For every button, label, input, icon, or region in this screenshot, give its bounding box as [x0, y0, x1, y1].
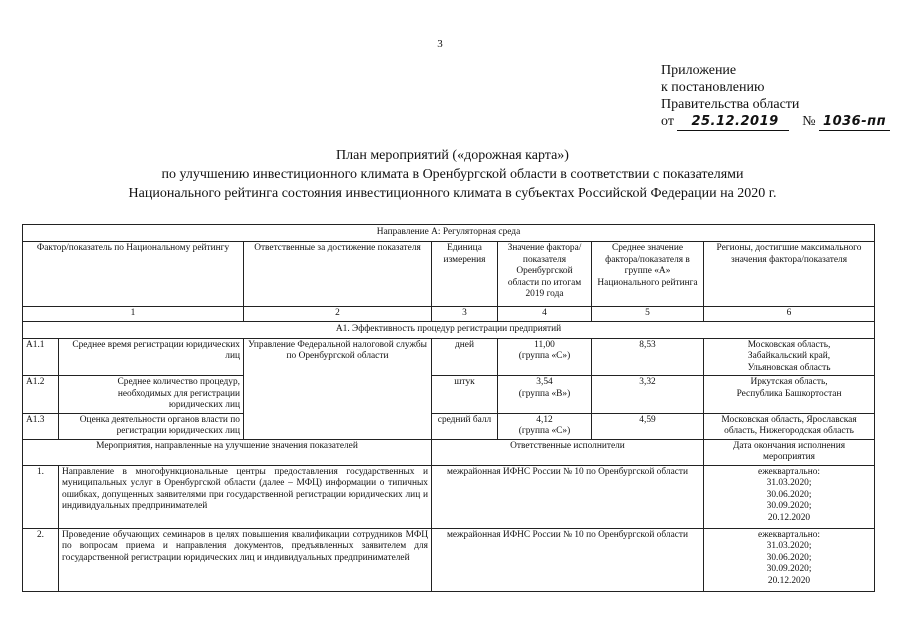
value-number: 4,12 — [536, 414, 553, 425]
header-measures: Мероприятия, направленные на улучшение значения показателей — [23, 439, 432, 465]
region-line: Московская область, — [747, 339, 831, 350]
row-average: 8,53 — [592, 338, 704, 376]
measure-number: 2. — [23, 528, 59, 591]
page-number: 3 — [437, 38, 443, 50]
region-line: Республика Башкортостан — [736, 388, 842, 399]
row-factor: Оценка деятельности органов власти по регистрации юридических лиц — [59, 413, 244, 439]
measure-deadline — [704, 465, 875, 528]
header-factor: Фактор/показатель по Национальному рейтингу — [23, 242, 244, 307]
header-executors: Ответственные исполнители — [432, 439, 704, 465]
row-code: А1.1 — [23, 338, 59, 376]
appendix-line-1: Приложение — [661, 63, 737, 78]
measure-executor: межрайонная ИФНС России № 10 по Оренбургской области — [432, 528, 704, 591]
value-number: 11,00 — [534, 339, 555, 350]
title-line-3: Национального рейтинга состояния инвестиционного климата в субъектах Российской Федерации на 2020 г. — [128, 186, 777, 201]
measure-number: 1. — [23, 465, 59, 528]
number-prefix: № — [802, 114, 816, 129]
row-regions — [704, 376, 875, 414]
column-number: 2 — [244, 307, 432, 322]
deadline-line: 30.09.2020; — [766, 501, 812, 511]
handwritten-number: 1036-пп — [819, 113, 890, 131]
appendix-line-2: к постановлению — [661, 80, 765, 95]
title-line-2: по улучшению инвестиционного климата в Оренбургской области в соответствии с показателями — [161, 167, 744, 182]
column-number: 1 — [23, 307, 244, 322]
header-value: Значение фактора/показателя Оренбургской области по итогам 2019 года — [498, 242, 592, 307]
handwritten-date: 25.12.2019 — [677, 113, 788, 131]
header-regions: Регионы, достигшие максимального значения фактора/показателя — [704, 242, 875, 307]
deadline-line: 30.06.2020; — [766, 552, 812, 563]
column-number: 4 — [498, 307, 592, 322]
direction-heading: Направление А: Регуляторная среда — [23, 225, 875, 242]
deadline-line: 20.12.2020 — [767, 575, 811, 586]
row-value — [498, 413, 592, 439]
measure-row — [23, 528, 875, 591]
row-code: А1.3 — [23, 413, 59, 439]
deadline-line: 30.09.2020; — [766, 564, 812, 574]
table-row — [23, 413, 875, 439]
title-line-1: План мероприятий («дорожная карта») — [336, 148, 569, 163]
row-regions — [704, 413, 875, 439]
document-title — [0, 146, 905, 203]
deadline-line: ежеквартально: — [758, 466, 821, 477]
value-number: 3,54 — [536, 377, 553, 387]
region-line: Московская область, Ярославская — [721, 414, 857, 425]
measure-text: Проведение обучающих семинаров в целях повышения квалификации сотрудников МФЦ по вопросам приема и направления документов, предъявленных заявителем для государственной регистрации юридических лиц и индивидуальных предпринимателей — [59, 528, 432, 591]
region-line: Иркутская область, — [750, 377, 828, 387]
date-prefix: от — [661, 114, 674, 129]
deadline-line: ежеквартально: — [758, 529, 821, 540]
row-value — [498, 376, 592, 414]
column-number: 3 — [432, 307, 498, 322]
deadline-line: 30.06.2020; — [766, 489, 812, 500]
value-group: (группа «С») — [518, 351, 571, 361]
row-factor: Среднее время регистрации юридических лиц — [59, 338, 244, 376]
value-group: (группа «С») — [518, 426, 571, 436]
plan-table — [22, 224, 875, 592]
appendix-block — [661, 62, 890, 131]
measure-deadline — [704, 528, 875, 591]
measure-row — [23, 465, 875, 528]
deadline-line: 31.03.2020; — [766, 541, 812, 551]
row-unit: штук — [432, 376, 498, 414]
deadline-line: 31.03.2020; — [766, 478, 812, 488]
region-line: область, Нижегородская область — [724, 426, 854, 436]
header-deadline: Дата окончания исполнения мероприятия — [704, 439, 875, 465]
header-unit: Единица измерения — [432, 242, 498, 307]
row-value — [498, 338, 592, 376]
row-responsible: Управление Федеральной налоговой службы по Оренбургской области — [244, 338, 432, 439]
column-number: 6 — [704, 307, 875, 322]
column-number: 5 — [592, 307, 704, 322]
table-row — [23, 338, 875, 376]
table-row — [23, 376, 875, 414]
value-group: (группа «В») — [518, 388, 571, 399]
region-line: Забайкальский край, — [747, 351, 831, 361]
appendix-line-3: Правительства области — [661, 97, 800, 112]
header-responsible: Ответственные за достижение показателя — [244, 242, 432, 307]
row-unit: дней — [432, 338, 498, 376]
measure-text: Направление в многофункциональные центры предоставления государственных и муниципальных услуг в Оренбургской области (далее – МФЦ) информации о типичных ошибках, допущенных заявителями при государственной регистрации юридических лиц и индивидуальных предпринимателей — [59, 465, 432, 528]
row-average: 4,59 — [592, 413, 704, 439]
row-factor: Среднее количество процедур, необходимых для регистрации юридических лиц — [59, 376, 244, 414]
deadline-line: 20.12.2020 — [767, 512, 811, 523]
header-average: Среднее значение фактора/показателя в группе «А» Национального рейтинга — [592, 242, 704, 307]
row-unit: средний балл — [432, 413, 498, 439]
row-average: 3,32 — [592, 376, 704, 414]
row-regions — [704, 338, 875, 376]
row-code: А1.2 — [23, 376, 59, 414]
subsection-heading: А1. Эффективность процедур регистрации предприятий — [23, 321, 875, 338]
appendix-date-line — [661, 113, 890, 131]
measure-executor: межрайонная ИФНС России № 10 по Оренбургской области — [432, 465, 704, 528]
region-line: Ульяновская область — [747, 362, 831, 373]
